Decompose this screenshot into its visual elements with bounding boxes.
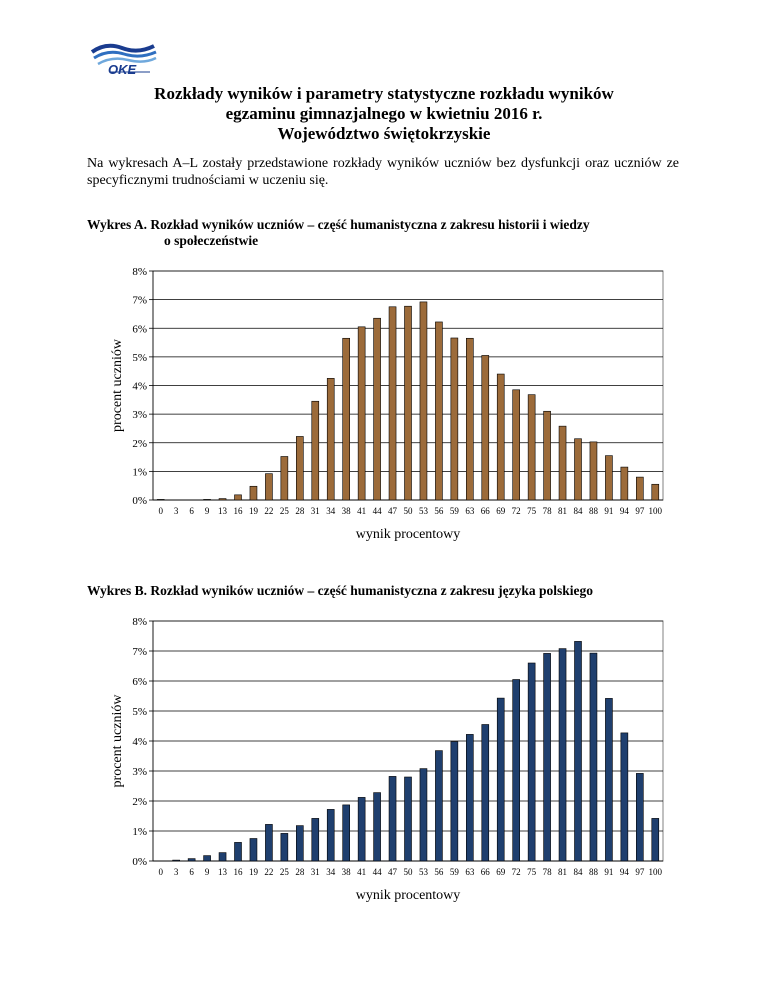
chart-a-x-tick-label: 0 [158, 506, 163, 516]
chart-b-y-axis-label: procent uczniów [110, 694, 125, 788]
chart-b-bar [235, 842, 242, 861]
chart-a-y-tick-label: 3% [132, 409, 147, 422]
page-title [0, 84, 768, 144]
chart-a-x-tick-label: 28 [295, 506, 305, 516]
chart-b-y-tick-label: 8% [132, 616, 147, 628]
chart-b-bar [405, 777, 412, 861]
chart-a-bar [652, 484, 659, 500]
chart-b-bar [559, 649, 566, 861]
chart-b-x-tick-label: 59 [449, 867, 459, 877]
chart-a-x-tick-label: 47 [388, 506, 398, 516]
chart-a-x-tick-label: 88 [588, 506, 598, 516]
chart-a-y-axis-label: procent uczniów [110, 339, 125, 432]
chart-a-y-tick-label: 1% [132, 466, 147, 479]
chart-b-bar [327, 809, 334, 861]
chart-a-bar [513, 390, 520, 500]
chart-b-x-tick-label: 91 [604, 867, 614, 877]
chart-a-x-tick-label: 97 [635, 506, 645, 516]
chart-b-x-tick-label: 38 [341, 867, 351, 877]
chart-a-x-tick-label: 66 [480, 506, 490, 516]
chart-b-bar [265, 824, 272, 861]
chart-b-bar [389, 776, 396, 861]
chart-b-x-tick-label: 25 [279, 867, 289, 877]
chart-a-bar [281, 456, 288, 500]
chart-b-bar [312, 818, 319, 861]
chart-a-x-tick-label: 44 [372, 506, 382, 516]
chart-a-bar [559, 426, 566, 500]
chart-a-x-tick-label: 56 [434, 506, 444, 516]
chart-b-y-tick-label: 5% [132, 706, 147, 718]
chart-a-x-axis-label: wynik procentowy [355, 527, 461, 542]
chart-b-x-axis-label: wynik procentowy [355, 888, 461, 903]
chart-b-x-tick-label: 41 [357, 867, 367, 877]
chart-b-x-tick-label: 69 [496, 867, 506, 877]
chart-a-x-tick-label: 78 [542, 506, 552, 516]
chart-b-bar [497, 698, 504, 861]
chart-a-y-tick-label: 6% [132, 323, 147, 336]
chart-a-bar [420, 302, 427, 500]
chart-a-x-tick-label: 91 [604, 506, 614, 516]
chart-b-x-tick-label: 9 [204, 867, 210, 877]
chart-b-bar [528, 663, 535, 861]
chart-b-y-tick-label: 6% [132, 676, 147, 688]
title-line-2: egzaminu gimnazjalnego w kwietniu 2016 r. [225, 104, 543, 123]
title-line-1: Rozkłady wyników i parametry statystyczne rozkładu wyników [154, 84, 614, 103]
chart-a-bar [590, 442, 597, 500]
chart-a-y-tick-label: 8% [132, 266, 147, 278]
chart-a-bar [466, 338, 473, 500]
chart-a-bar [435, 322, 442, 500]
chart-a-title-line-1: Wykres A. Rozkład wyników uczniów – część humanistyczna z zakresu historii i wiedzy [87, 217, 590, 232]
intro-paragraph: Na wykresach A–L zostały przedstawione rozkłady wyników uczniów bez dysfunkcji oraz uczniów ze specyficznymi trudnościami w uczeniu się. [87, 156, 679, 188]
chart-b-bar [420, 769, 427, 861]
chart-a-x-tick-label: 50 [403, 506, 413, 516]
chart-a-x-tick-label: 6 [189, 506, 194, 516]
chart-b-x-tick-label: 6 [189, 867, 194, 877]
chart-a-bar [358, 327, 365, 500]
title-line-3: Województwo świętokrzyskie [277, 124, 491, 143]
chart-a-bar [250, 486, 257, 500]
chart-b-x-tick-label: 78 [542, 867, 552, 877]
chart-b-x-tick-label: 22 [264, 867, 274, 877]
chart-b-bar [343, 805, 350, 861]
chart-b-bar [358, 797, 365, 861]
chart-a-bar [636, 477, 643, 500]
chart-b-x-tick-label: 94 [619, 867, 629, 877]
chart-a-bar [451, 338, 458, 500]
chart-a-x-tick-label: 3 [173, 506, 179, 516]
chart-a-x-tick-label: 72 [511, 506, 521, 516]
chart-b-y-tick-label: 1% [132, 826, 147, 838]
chart-a-bar [482, 355, 489, 500]
chart-a-bar [528, 395, 535, 500]
chart-b-bar [374, 793, 381, 861]
logo-text: OKE [108, 62, 137, 77]
chart-b-x-tick-label: 72 [511, 867, 521, 877]
chart-b-bar [605, 698, 612, 861]
chart-b-y-tick-label: 3% [132, 766, 147, 778]
chart-b-x-tick-label: 84 [573, 867, 583, 877]
chart-a-bar [605, 456, 612, 500]
chart-a-x-tick-label: 34 [326, 506, 336, 516]
chart-b-x-tick-label: 81 [558, 867, 568, 877]
chart-b-x-tick-label: 47 [388, 867, 398, 877]
chart-b-bar [482, 725, 489, 862]
chart-a-bar [389, 307, 396, 500]
chart-b-bar [652, 818, 659, 861]
chart-b-y-tick-label: 7% [132, 646, 147, 658]
chart-a-bar [265, 474, 272, 500]
chart-a-x-tick-label: 25 [279, 506, 289, 516]
chart-a-y-tick-label: 7% [132, 294, 147, 307]
chart-a-x-tick-label: 100 [648, 506, 663, 516]
chart-b-x-tick-label: 50 [403, 867, 413, 877]
chart-a-y-tick-label: 4% [132, 380, 147, 393]
chart-a-bar [296, 436, 303, 500]
chart-b-x-tick-label: 16 [233, 867, 243, 877]
chart-b-y-tick-label: 4% [132, 736, 147, 748]
chart-a-y-tick-label: 5% [132, 351, 147, 364]
chart-b-bar [451, 742, 458, 861]
chart-b-x-tick-label: 34 [326, 867, 336, 877]
chart-b-bar [173, 860, 180, 861]
chart-b-x-tick-label: 3 [173, 867, 179, 877]
chart-b [0, 612, 768, 912]
chart-b-bar [435, 751, 442, 861]
chart-b-x-tick-label: 31 [310, 867, 320, 877]
chart-b-x-tick-label: 63 [465, 867, 475, 877]
chart-b-bar [250, 839, 257, 862]
chart-a-bar [235, 495, 242, 500]
chart-b-bar [636, 773, 643, 861]
oke-logo [88, 38, 160, 82]
chart-b-bar [621, 733, 628, 861]
chart-b-y-tick-label: 2% [132, 796, 147, 808]
chart-b-bar [544, 653, 551, 861]
chart-a-x-tick-label: 19 [248, 506, 258, 516]
chart-a-x-tick-label: 9 [204, 506, 210, 516]
chart-b-x-tick-label: 97 [635, 867, 645, 877]
chart-a-x-tick-label: 22 [264, 506, 274, 516]
chart-a-title-line-2: o społeczeństwie [164, 233, 259, 248]
chart-a-bar [157, 499, 164, 500]
chart-b-x-tick-label: 100 [648, 867, 663, 877]
chart-b-title [87, 583, 593, 599]
chart-a-x-tick-label: 16 [233, 506, 243, 516]
chart-a-x-tick-label: 94 [619, 506, 629, 516]
chart-a-bar [544, 411, 551, 500]
chart-b-x-tick-label: 56 [434, 867, 444, 877]
chart-a-bar [327, 378, 334, 500]
chart-b-bar [466, 734, 473, 861]
chart-a-bar [621, 467, 628, 500]
chart-a-bar [374, 318, 381, 500]
chart-b-x-tick-label: 88 [588, 867, 598, 877]
chart-a-x-tick-label: 75 [527, 506, 537, 516]
chart-a-bar [575, 439, 582, 500]
chart-a-bar [405, 306, 412, 500]
chart-b-x-tick-label: 44 [372, 867, 382, 877]
chart-b-bar [513, 680, 520, 862]
chart-b-bar [204, 856, 211, 861]
chart-b-x-tick-label: 19 [248, 867, 258, 877]
chart-b-x-tick-label: 75 [527, 867, 537, 877]
chart-b-x-tick-label: 53 [418, 867, 428, 877]
chart-a-x-tick-label: 84 [573, 506, 583, 516]
chart-b-bar [188, 859, 195, 861]
chart-a [0, 262, 768, 552]
chart-a-x-tick-label: 41 [357, 506, 367, 516]
chart-a-x-tick-label: 38 [341, 506, 351, 516]
chart-a-y-tick-label: 0% [132, 495, 147, 507]
chart-b-x-tick-label: 66 [480, 867, 490, 877]
chart-a-bar [343, 338, 350, 500]
chart-b-x-tick-label: 28 [295, 867, 305, 877]
chart-a-title [87, 217, 590, 249]
chart-a-y-tick-label: 2% [132, 437, 147, 450]
chart-a-bar [497, 374, 504, 500]
chart-b-bar [219, 853, 226, 861]
chart-a-bar [219, 499, 226, 500]
chart-b-bar [590, 653, 597, 861]
chart-b-bar [575, 641, 582, 861]
chart-b-bar [296, 826, 303, 861]
chart-b-y-tick-label: 0% [132, 856, 147, 868]
chart-a-x-tick-label: 31 [310, 506, 320, 516]
chart-b-x-tick-label: 13 [218, 867, 228, 877]
chart-a-x-tick-label: 13 [218, 506, 228, 516]
chart-a-x-tick-label: 81 [558, 506, 568, 516]
chart-a-x-tick-label: 59 [449, 506, 459, 516]
chart-b-title-line-1: Wykres B. Rozkład wyników uczniów – część humanistyczna z zakresu języka polskiego [87, 583, 594, 598]
chart-b-x-tick-label: 0 [158, 867, 163, 877]
chart-a-x-tick-label: 63 [465, 506, 475, 516]
chart-a-x-tick-label: 53 [418, 506, 428, 516]
chart-a-bar [312, 401, 319, 500]
chart-a-bar [204, 499, 211, 500]
chart-b-bar [281, 833, 288, 861]
chart-a-x-tick-label: 69 [496, 506, 506, 516]
